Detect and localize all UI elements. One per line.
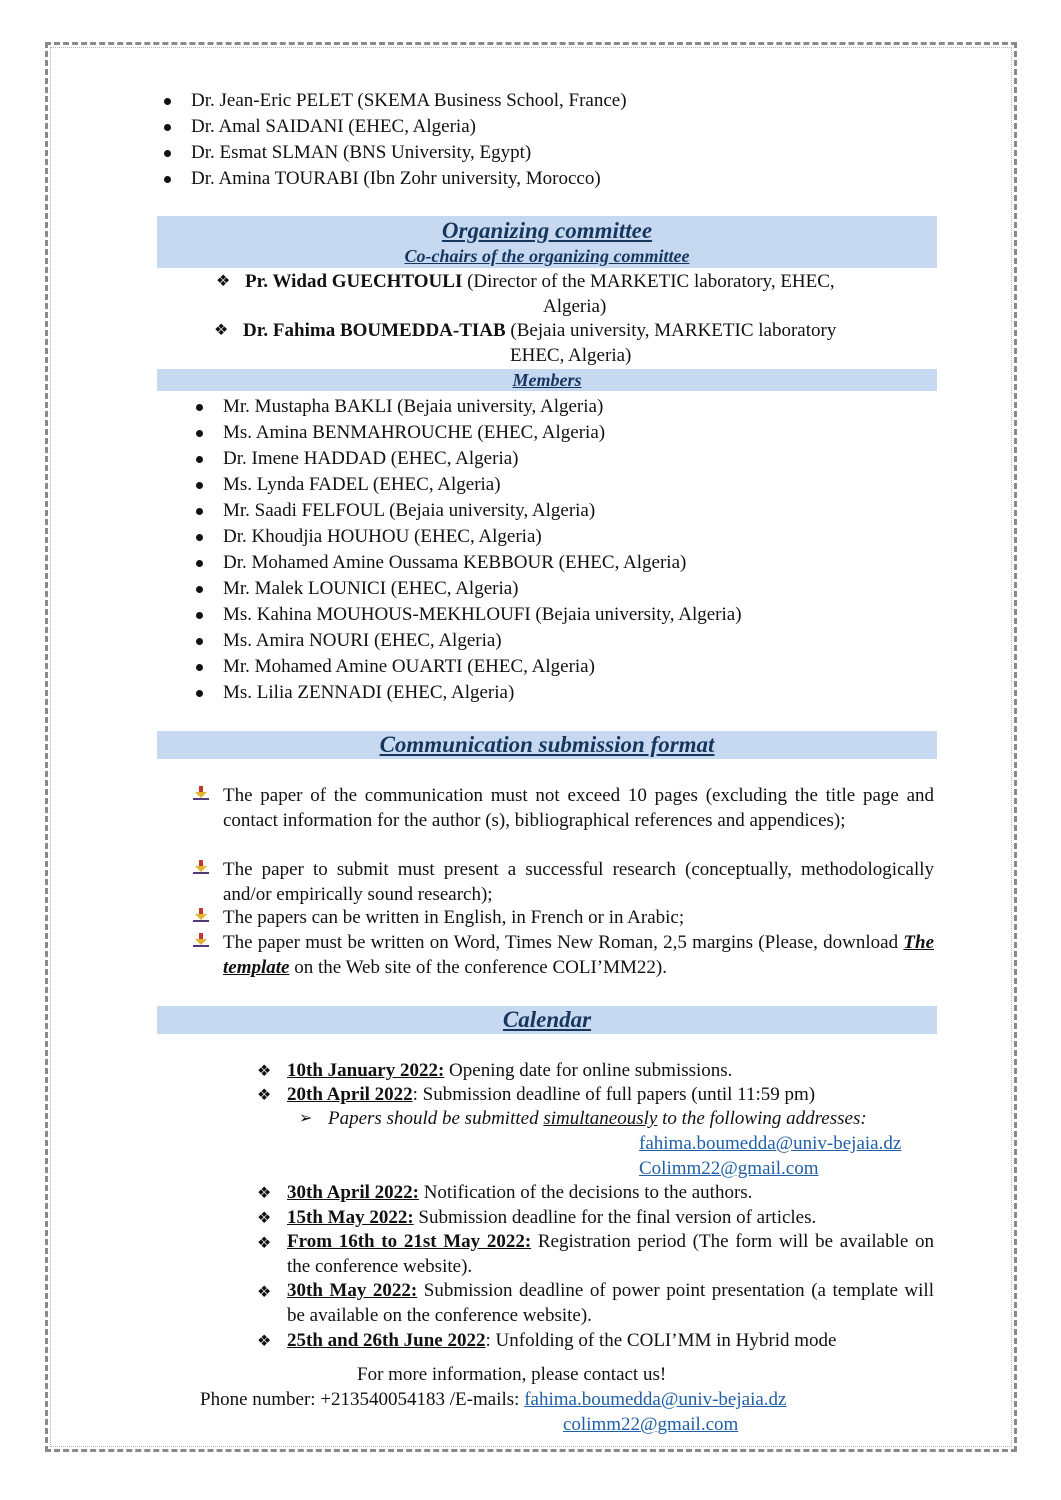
organizing-committee-header [157,216,937,268]
diamond-bullet-icon: ❖ [257,1063,272,1080]
arrow-down-bullet-icon [193,933,209,947]
calendar-item: 30th May 2022: Submission deadline of power point presentation (a template will be available on the conference website). [287,1280,934,1326]
email-link[interactable]: fahima.boumedda@univ-bejaia.dz [524,1389,787,1410]
list-item: Ms. Lynda FADEL (EHEC, Algeria) [223,472,501,498]
list-item: Mr. Malek LOUNICI (EHEC, Algeria) [223,576,519,602]
list-item: The paper to submit must present a successful research (conceptually, methodologically and/or empirically sound research); [223,859,934,905]
members-header: Members [157,369,937,391]
cochair-item-cont: Algeria) [543,296,607,317]
calendar-item: 15th May 2022: Submission deadline for the final version of articles. [287,1207,817,1228]
list-item: Mr. Mustapha BAKLI (Bejaia university, Algeria) [223,394,603,420]
arrowhead-bullet-icon: ➢ [299,1110,313,1127]
list-item: Dr. Esmat SLMAN (BNS University, Egypt) [191,140,531,166]
arrow-down-bullet-icon [193,908,209,922]
contact-line: For more information, please contact us! [357,1364,667,1385]
calendar-header [157,1006,937,1034]
calendar-item: From 16th to 21st May 2022: Registration period (The form will be available on the conference website). [287,1231,934,1277]
calendar-item: 30th April 2022: Notification of the decisions to the authors. [287,1182,753,1203]
section-title: Communication submission format [379,732,715,757]
list-item: Dr. Amina TOURABI (Ibn Zohr university, Morocco) [191,166,601,192]
section-title: Calendar [502,1007,592,1032]
calendar-email-2 [639,1156,819,1182]
cochairs-subtitle: Co-chairs of the organizing committee [404,246,690,266]
list-item: Dr. Imene HADDAD (EHEC, Algeria) [223,446,518,472]
arrow-down-bullet-icon [193,786,209,800]
template-link[interactable]: The template [223,932,934,978]
arrow-down-bullet-icon [193,860,209,874]
list-item: The paper must be written on Word, Times New Roman, 2,5 margins (Please, download The template on the Web site of the conference COLI’MM22). [223,932,934,978]
list-item: Dr. Mohamed Amine Oussama KEBBOUR (EHEC, Algeria) [223,550,686,576]
calendar-item: 20th April 2022: Submission deadline of full papers (until 11:59 pm) [287,1084,816,1105]
list-item: Ms. Lilia ZENNADI (EHEC, Algeria) [223,680,514,706]
diamond-bullet-icon: ❖ [216,273,231,290]
email-link[interactable]: colimm22@gmail.com [563,1414,739,1435]
list-item: Mr. Mohamed Amine OUARTI (EHEC, Algeria) [223,654,595,680]
submission-format-header [157,731,937,759]
cochair-item: Pr. Widad GUECHTOULI (Director of the MARKETIC laboratory, EHEC, [245,271,835,292]
diamond-bullet-icon: ❖ [257,1087,272,1104]
email-link[interactable]: Colimm22@gmail.com [639,1158,819,1179]
calendar-subitem: Papers should be submitted simultaneously to the following addresses: [328,1108,867,1129]
diamond-bullet-icon: ❖ [257,1333,272,1350]
contact-phone: Phone number: +213540054183 /E-mails: fahima.boumedda@univ-bejaia.dz [200,1389,787,1410]
calendar-item: 25th and 26th June 2022: Unfolding of the COLI’MM in Hybrid mode [287,1330,837,1351]
cochair-item: Dr. Fahima BOUMEDDA-TIAB (Bejaia university, MARKETIC laboratory [243,320,837,341]
list-item: Ms. Amira NOURI (EHEC, Algeria) [223,628,502,654]
diamond-bullet-icon: ❖ [257,1284,272,1301]
calendar-email-1 [639,1131,901,1157]
email-link[interactable]: fahima.boumedda@univ-bejaia.dz [639,1133,902,1154]
list-item: Dr. Jean-Eric PELET (SKEMA Business School, France) [191,88,627,114]
list-item: The papers can be written in English, in French or in Arabic; [223,907,685,928]
list-item: Ms. Amina BENMAHROUCHE (EHEC, Algeria) [223,420,605,446]
list-item: Ms. Kahina MOUHOUS-MEKHLOUFI (Bejaia university, Algeria) [223,602,742,628]
section-title: Organizing committee [441,218,653,243]
list-item: The paper of the communication must not exceed 10 pages (excluding the title page and contact information for the author (s), bibliographical references and appendices); [223,785,934,831]
diamond-bullet-icon: ❖ [257,1210,272,1227]
contact-email-2 [563,1412,738,1438]
diamond-bullet-icon: ❖ [257,1235,272,1252]
list-item: Dr. Amal SAIDANI (EHEC, Algeria) [191,114,476,140]
calendar-item: 10th January 2022: Opening date for online submissions. [287,1060,733,1081]
cochair-item-cont: EHEC, Algeria) [510,345,632,366]
diamond-bullet-icon: ❖ [214,322,229,339]
diamond-bullet-icon: ❖ [257,1185,272,1202]
list-item: Dr. Khoudjia HOUHOU (EHEC, Algeria) [223,524,542,550]
list-item: Mr. Saadi FELFOUL (Bejaia university, Algeria) [223,498,595,524]
